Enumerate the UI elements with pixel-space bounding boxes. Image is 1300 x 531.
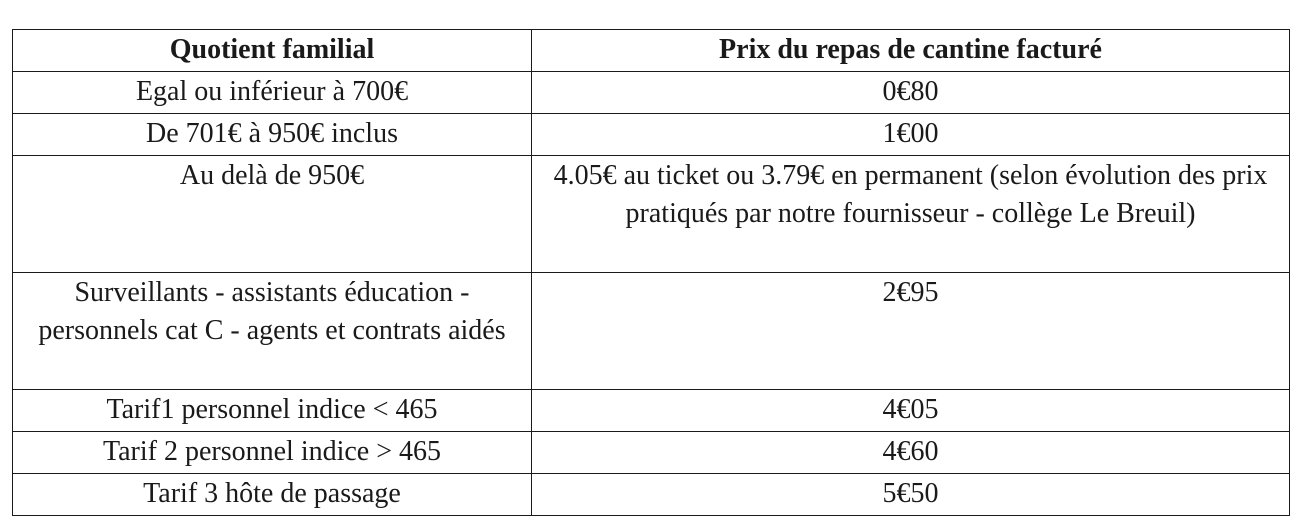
price-cell: 1€00	[532, 114, 1290, 156]
pricing-table	[12, 29, 1290, 516]
category-cell: Tarif 2 personnel indice > 465	[13, 432, 532, 474]
category-cell: Egal ou inférieur à 700€	[13, 72, 532, 114]
table-row	[13, 156, 1290, 273]
table-row	[13, 72, 1290, 114]
category-cell: Tarif 3 hôte de passage	[13, 474, 532, 516]
table-row	[13, 474, 1290, 516]
table-row	[13, 432, 1290, 474]
table-row	[13, 390, 1290, 432]
price-cell: 4€05	[532, 390, 1290, 432]
table-row	[13, 273, 1290, 390]
category-cell: Surveillants - assistants éducation - personnels cat C - agents et contrats aidés	[13, 273, 532, 390]
category-cell: De 701€ à 950€ inclus	[13, 114, 532, 156]
table-header-row	[13, 30, 1290, 72]
price-cell: 5€50	[532, 474, 1290, 516]
price-cell: 2€95	[532, 273, 1290, 390]
table-row	[13, 114, 1290, 156]
price-cell: 4€60	[532, 432, 1290, 474]
category-cell: Au delà de 950€	[13, 156, 532, 273]
category-cell: Tarif1 personnel indice < 465	[13, 390, 532, 432]
price-cell: 0€80	[532, 72, 1290, 114]
header-quotient-familial: Quotient familial	[13, 30, 532, 72]
price-cell: 4.05€ au ticket ou 3.79€ en permanent (selon évolution des prix pratiqués par notre fournisseur - collège Le Breuil)	[532, 156, 1290, 273]
header-prix-repas: Prix du repas de cantine facturé	[532, 30, 1290, 72]
